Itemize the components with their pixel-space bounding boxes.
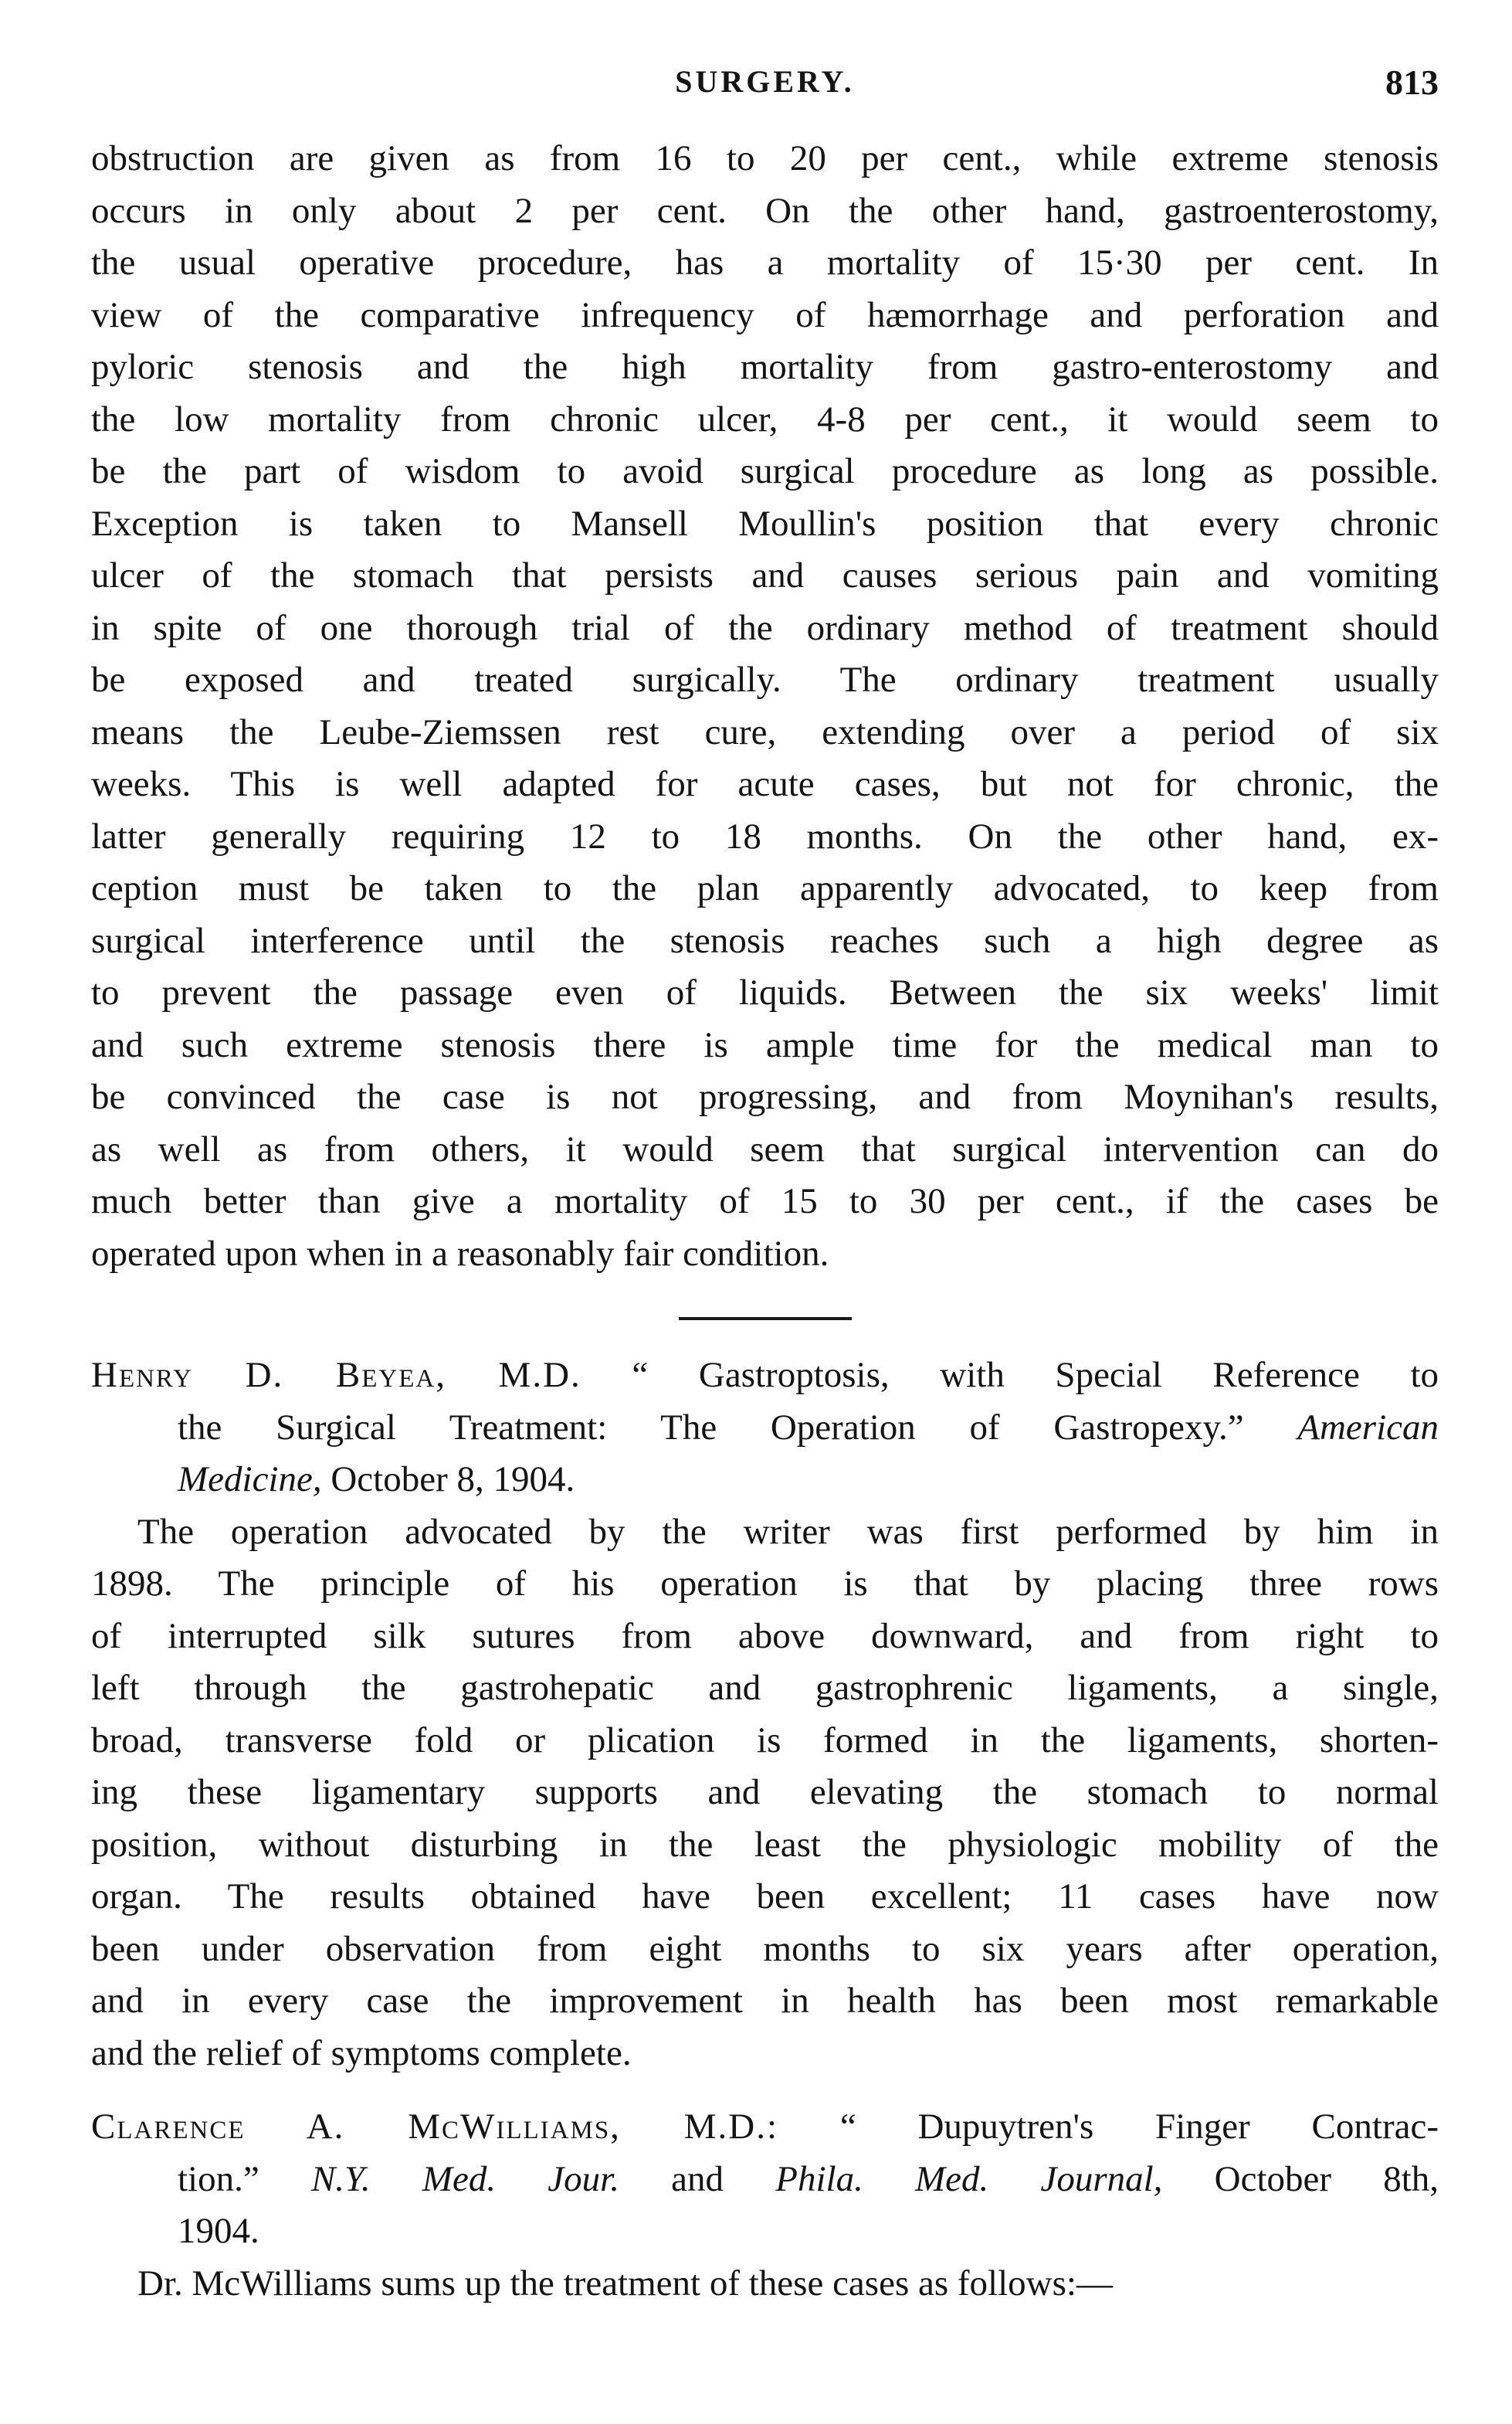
text-line: much better than give a mortality of 15 to 30 per cent., if the cases be bbox=[91, 1181, 1439, 1221]
text-line: in spite of one thorough trial of the ordinary method of treatment should bbox=[91, 607, 1439, 648]
text-line: weeks. This is well adapted for acute cases, but not for chronic, the bbox=[91, 764, 1439, 804]
text-line: operated upon when in a reasonably fair condition. bbox=[91, 1233, 829, 1274]
citation-line bbox=[91, 2101, 1439, 2154]
citation-line bbox=[91, 1402, 1439, 1455]
text-line: 1898. The principle of his operation is that by placing three rows bbox=[91, 1563, 1439, 1604]
text-line: and such extreme stenosis there is ample time for the medical man to bbox=[91, 1024, 1439, 1065]
citation-author: Henry D. Beyea, M.D. bbox=[91, 1355, 581, 1395]
text-line: ception must be taken to the plan apparently advocated, to keep from bbox=[91, 868, 1439, 908]
text-line: as well as from others, it would seem that surgical intervention can do bbox=[91, 1129, 1439, 1170]
citation-journal: American bbox=[1297, 1407, 1439, 1448]
citation-joiner: and bbox=[671, 2158, 724, 2199]
text-line: the usual operative procedure, has a mortality of 15·30 per cent. In bbox=[91, 243, 1439, 283]
citation-line bbox=[91, 1349, 1439, 1402]
text-line: been under observation from eight months to six years after operation, bbox=[91, 1928, 1439, 1969]
page-number: 813 bbox=[1385, 63, 1439, 102]
citation-date: October 8th, bbox=[1214, 2158, 1439, 2199]
book-page bbox=[91, 63, 1439, 2310]
citation-title: “ Dupuytren's Finger Contrac- bbox=[839, 2107, 1439, 2147]
citation-journal-2: Phila. Med. Journal, bbox=[775, 2158, 1163, 2199]
paragraph-gastric-ulcer bbox=[91, 133, 1439, 1280]
text-line: be convinced the case is not progressing, and from Moynihan's results, bbox=[91, 1077, 1439, 1117]
text-line: ulcer of the stomach that persists and causes serious pain and vomiting bbox=[91, 555, 1439, 596]
text-line: Exception is taken to Mansell Moullin's position that every chronic bbox=[91, 503, 1439, 544]
entry-mcwilliams bbox=[91, 2101, 1439, 2310]
section-divider bbox=[679, 1317, 852, 1320]
citation-author: Clarence A. McWilliams, M.D.: bbox=[91, 2107, 779, 2147]
running-head-title: SURGERY. bbox=[675, 64, 855, 99]
citation-line bbox=[91, 1454, 1439, 1506]
text-line: obstruction are given as from 16 to 20 per cent., while extreme stenosis bbox=[91, 138, 1439, 178]
citation-line bbox=[91, 2205, 1439, 2258]
text-line: pyloric stenosis and the high mortality from gastro-enterostomy and bbox=[91, 347, 1439, 387]
citation-title: “ Gastroptosis, with Special Reference to bbox=[632, 1355, 1439, 1395]
text-line: The operation advocated by the writer was first performed by him in bbox=[137, 1511, 1439, 1552]
text-line: organ. The results obtained have been excellent; 11 cases have now bbox=[91, 1876, 1439, 1916]
entry-beyea bbox=[91, 1349, 1439, 2079]
text-line: view of the comparative infrequency of hæmorrhage and perforation and bbox=[91, 294, 1439, 335]
text-line: ing these ligamentary supports and elevating the stomach to normal bbox=[91, 1772, 1439, 1812]
text-line: the low mortality from chronic ulcer, 4-8 per cent., it would seem to bbox=[91, 399, 1439, 440]
citation-date: October 8, 1904. bbox=[331, 1459, 575, 1499]
citation-journal-cont: Medicine, bbox=[178, 1459, 322, 1499]
citation-title-cont: tion.” bbox=[178, 2158, 259, 2199]
text-line: means the Leube-Ziemssen rest cure, extending over a period of six bbox=[91, 711, 1439, 752]
citation-year: 1904. bbox=[178, 2211, 259, 2251]
text-line: broad, transverse fold or plication is formed in the ligaments, shorten- bbox=[91, 1720, 1439, 1760]
text-line: Dr. McWilliams sums up the treatment of these cases as follows:— bbox=[137, 2263, 1113, 2303]
running-head bbox=[91, 63, 1439, 117]
spacer bbox=[91, 2079, 1439, 2101]
text-line: surgical interference until the stenosis reaches such a high degree as bbox=[91, 920, 1439, 961]
text-line: latter generally requiring 12 to 18 months. On the other hand, ex- bbox=[91, 816, 1439, 857]
text-line: be the part of wisdom to avoid surgical procedure as long as possible. bbox=[91, 451, 1439, 491]
text-line: position, without disturbing in the least the physiologic mobility of the bbox=[91, 1824, 1439, 1865]
text-line: occurs in only about 2 per cent. On the other hand, gastroenterostomy, bbox=[91, 190, 1439, 231]
text-line: of interrupted silk sutures from above downward, and from right to bbox=[91, 1615, 1439, 1656]
citation-title-cont: the Surgical Treatment: The Operation of Gastropexy.” bbox=[178, 1407, 1244, 1448]
text-line: be exposed and treated surgically. The ordinary treatment usually bbox=[91, 660, 1439, 700]
text-line: left through the gastrohepatic and gastrophrenic ligaments, a single, bbox=[91, 1668, 1439, 1708]
citation-journal: N.Y. Med. Jour. bbox=[310, 2158, 619, 2199]
citation-line bbox=[91, 2154, 1439, 2206]
text-line: to prevent the passage even of liquids. Between the six weeks' limit bbox=[91, 973, 1439, 1013]
text-line: and the relief of symptoms complete. bbox=[91, 2032, 632, 2073]
text-line: and in every case the improvement in health has been most remarkable bbox=[91, 1981, 1439, 2021]
